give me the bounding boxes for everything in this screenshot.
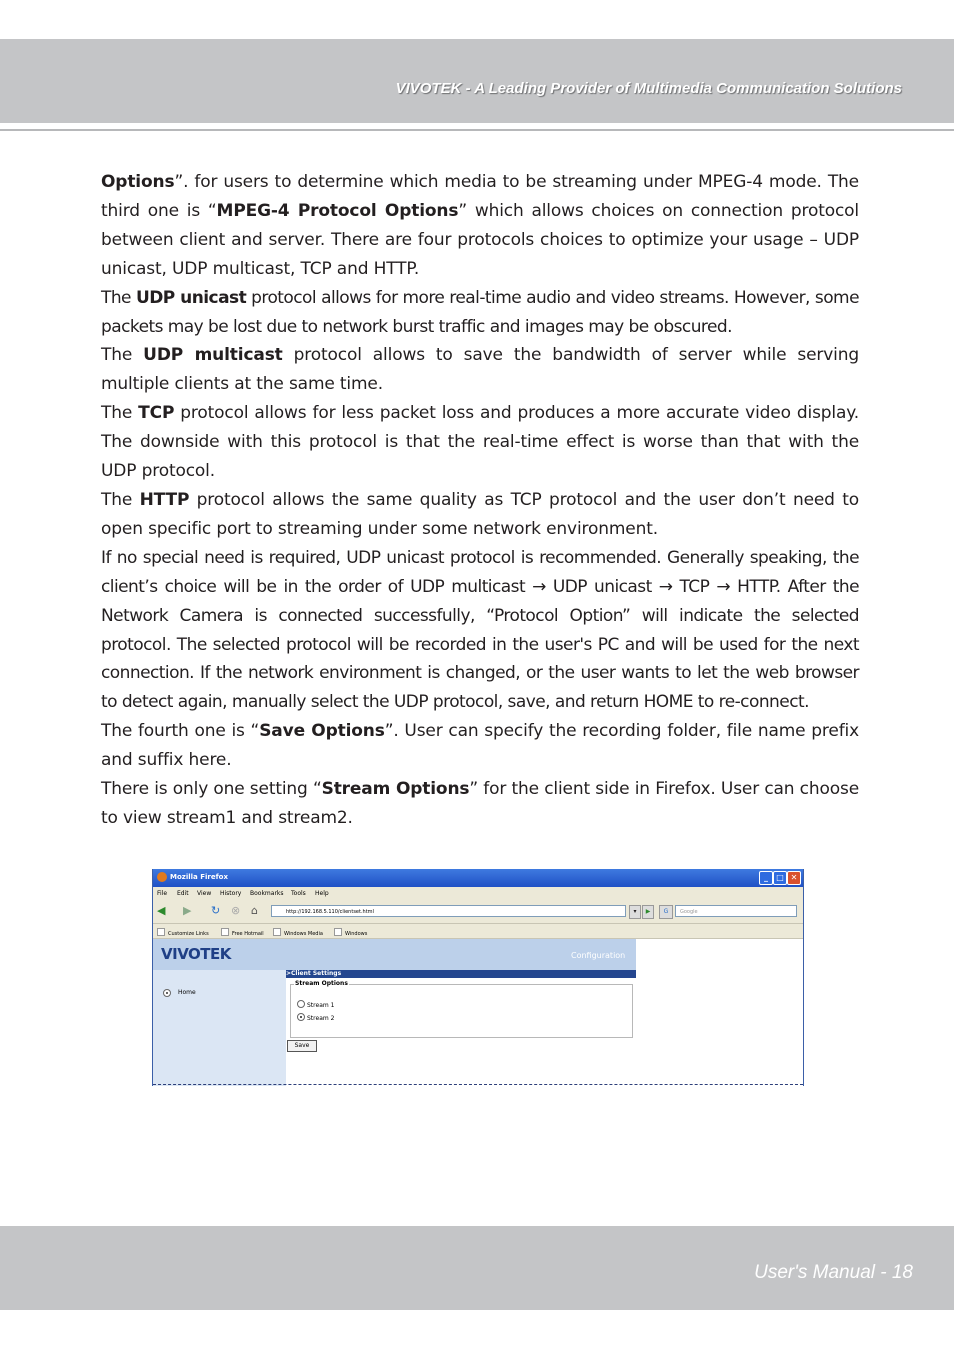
back-icon[interactable]: ◀ bbox=[157, 904, 166, 917]
minimize-icon[interactable]: _ bbox=[759, 871, 773, 885]
firefox-screenshot bbox=[152, 869, 804, 1086]
text: protocol allows the same quality as TCP protocol and the user don’t need to open specific port to streaming under some network environment. bbox=[101, 489, 859, 539]
menu-help[interactable]: Help bbox=[315, 890, 329, 897]
text: The bbox=[101, 489, 140, 510]
option-label: Stream 1 bbox=[307, 1002, 335, 1009]
bookmark-label: Windows Media bbox=[284, 931, 323, 937]
close-icon[interactable]: ✕ bbox=[787, 871, 801, 885]
text: The bbox=[101, 345, 144, 366]
bookmark-item[interactable] bbox=[221, 928, 264, 937]
text: ” which allows choices on connection protocol between client and server. There are four protocols choices to optimize your usage – UDP unicast, UDP multicast, TCP and HTTP. bbox=[101, 200, 859, 279]
configuration-link[interactable]: Configuration bbox=[571, 951, 626, 960]
text: protocol allows to save the bandwidth of server while serving multiple clients at the same time. bbox=[101, 345, 860, 395]
menu-view[interactable]: View bbox=[197, 890, 212, 897]
bookmark-label: Free Hotmail bbox=[232, 931, 264, 937]
paragraph-options bbox=[101, 168, 859, 284]
stream-options-legend: Stream Options bbox=[295, 980, 348, 987]
page-number: User's Manual - 18 bbox=[754, 1262, 913, 1283]
term-tcp: TCP bbox=[138, 403, 175, 424]
menu-file[interactable]: File bbox=[157, 890, 168, 897]
option-label: Stream 2 bbox=[307, 1015, 335, 1022]
window-titlebar bbox=[153, 869, 803, 887]
paragraph-stream-options bbox=[101, 775, 859, 833]
text: There is only one setting “ bbox=[101, 779, 322, 800]
text: The bbox=[101, 287, 136, 308]
menu-tools[interactable]: Tools bbox=[291, 890, 306, 897]
header-rule bbox=[0, 129, 954, 131]
paragraph-tcp bbox=[101, 399, 859, 486]
home-bullet-icon bbox=[163, 989, 171, 997]
navigation-toolbar bbox=[153, 900, 803, 924]
paragraph-udp-unicast bbox=[101, 284, 859, 342]
stream1-option[interactable] bbox=[297, 1000, 334, 1009]
paragraph-save-options bbox=[101, 717, 859, 775]
paragraph-udp-multicast bbox=[101, 341, 859, 399]
stream-options-group bbox=[290, 984, 633, 1038]
bookmark-item[interactable] bbox=[334, 928, 367, 937]
menu-bar bbox=[153, 887, 803, 900]
maximize-icon[interactable]: □ bbox=[773, 871, 787, 885]
stop-icon[interactable]: ⊗ bbox=[231, 904, 241, 917]
term-stream-options: Stream Options bbox=[321, 779, 470, 800]
bookmark-icon bbox=[273, 928, 281, 936]
term-save-options: Save Options bbox=[259, 721, 385, 742]
bookmarks-toolbar bbox=[153, 924, 803, 939]
web-page bbox=[153, 939, 803, 1086]
text: ”. User can specify the recording folder, file name prefix and suffix here. bbox=[101, 721, 860, 771]
text: protocol allows for less packet loss and produces a more accurate video display. The downside with this protocol is that the real-time effect is worse than that with the UDP protocol. bbox=[101, 403, 860, 482]
reload-icon[interactable]: ↻ bbox=[211, 904, 221, 917]
firefox-icon bbox=[157, 872, 167, 882]
cut-line bbox=[153, 1084, 803, 1085]
bookmark-item[interactable] bbox=[157, 928, 209, 937]
header-tagline: VIVOTEK - A Leading Provider of Multimedia Communication Solutions bbox=[395, 80, 902, 97]
sidebar-item-home[interactable]: Home bbox=[178, 989, 196, 996]
logo-bar bbox=[153, 939, 636, 970]
forward-icon[interactable]: ▶ bbox=[183, 904, 192, 917]
text: ” for the client side in Firefox. User can choose to view stream1 and stream2. bbox=[101, 779, 860, 828]
bookmark-label: Windows bbox=[345, 931, 368, 937]
term-mpeg4-protocol-options: MPEG-4 Protocol Options bbox=[216, 200, 459, 221]
text: The bbox=[101, 403, 139, 424]
section-title: >Client Settings bbox=[286, 970, 636, 978]
bookmark-icon bbox=[221, 928, 229, 936]
sidebar bbox=[153, 970, 286, 1086]
bookmark-item[interactable] bbox=[273, 928, 323, 937]
menu-history[interactable]: History bbox=[220, 890, 242, 897]
paragraph-recommendation: If no special need is required, UDP unicast protocol is recommended. Generally speaking, the client’s choice will be in the order of UDP multicast → UDP unicast → TCP → HTTP. After the Network Camera is connected successfully, “Protocol Option” will indicate the selected protocol. The selected protocol will be recorded in the user's PC and will be used for the next connection. If the network environment is changed, or the user wants to let the web browser to detect again, manually select the UDP protocol, save, and return HOME to re-connect. bbox=[101, 547, 859, 713]
bookmark-icon bbox=[157, 928, 165, 936]
go-icon[interactable]: ▶ bbox=[642, 905, 654, 919]
dropdown-icon[interactable]: ▾ bbox=[629, 905, 641, 919]
term-udp-unicast: UDP unicast bbox=[135, 287, 247, 308]
text: ”. for users to determine which media to be streaming under MPEG-4 mode. The third one is “ bbox=[101, 172, 859, 221]
text: The fourth one is “ bbox=[101, 721, 260, 742]
menu-edit[interactable]: Edit bbox=[177, 890, 189, 897]
home-icon[interactable]: ⌂ bbox=[251, 904, 258, 917]
bookmark-icon bbox=[334, 928, 342, 936]
address-field[interactable]: http://192.168.5.110/clientset.html bbox=[271, 905, 626, 917]
vivotek-logo: VIVOTEK bbox=[161, 945, 231, 963]
stream2-option[interactable] bbox=[297, 1013, 334, 1022]
menu-bookmarks[interactable]: Bookmarks bbox=[250, 890, 284, 897]
manual-body bbox=[101, 168, 859, 833]
window-title: Mozilla Firefox bbox=[170, 873, 228, 881]
term-http: HTTP bbox=[139, 489, 190, 510]
bookmark-label: Customize Links bbox=[168, 931, 209, 937]
term-options: Options bbox=[101, 172, 175, 192]
term-udp-multicast: UDP multicast bbox=[143, 345, 283, 366]
text: protocol allows for more real-time audio and video streams. However, some packets may be lost due to network burst traffic and images may be obscured. bbox=[101, 287, 859, 337]
save-button[interactable]: Save bbox=[287, 1040, 317, 1052]
search-input[interactable]: Google bbox=[675, 905, 797, 917]
radio-selected-icon[interactable] bbox=[297, 1013, 305, 1021]
radio-icon[interactable] bbox=[297, 1000, 305, 1008]
search-engine-icon[interactable]: G bbox=[659, 905, 673, 919]
paragraph-http bbox=[101, 486, 859, 544]
